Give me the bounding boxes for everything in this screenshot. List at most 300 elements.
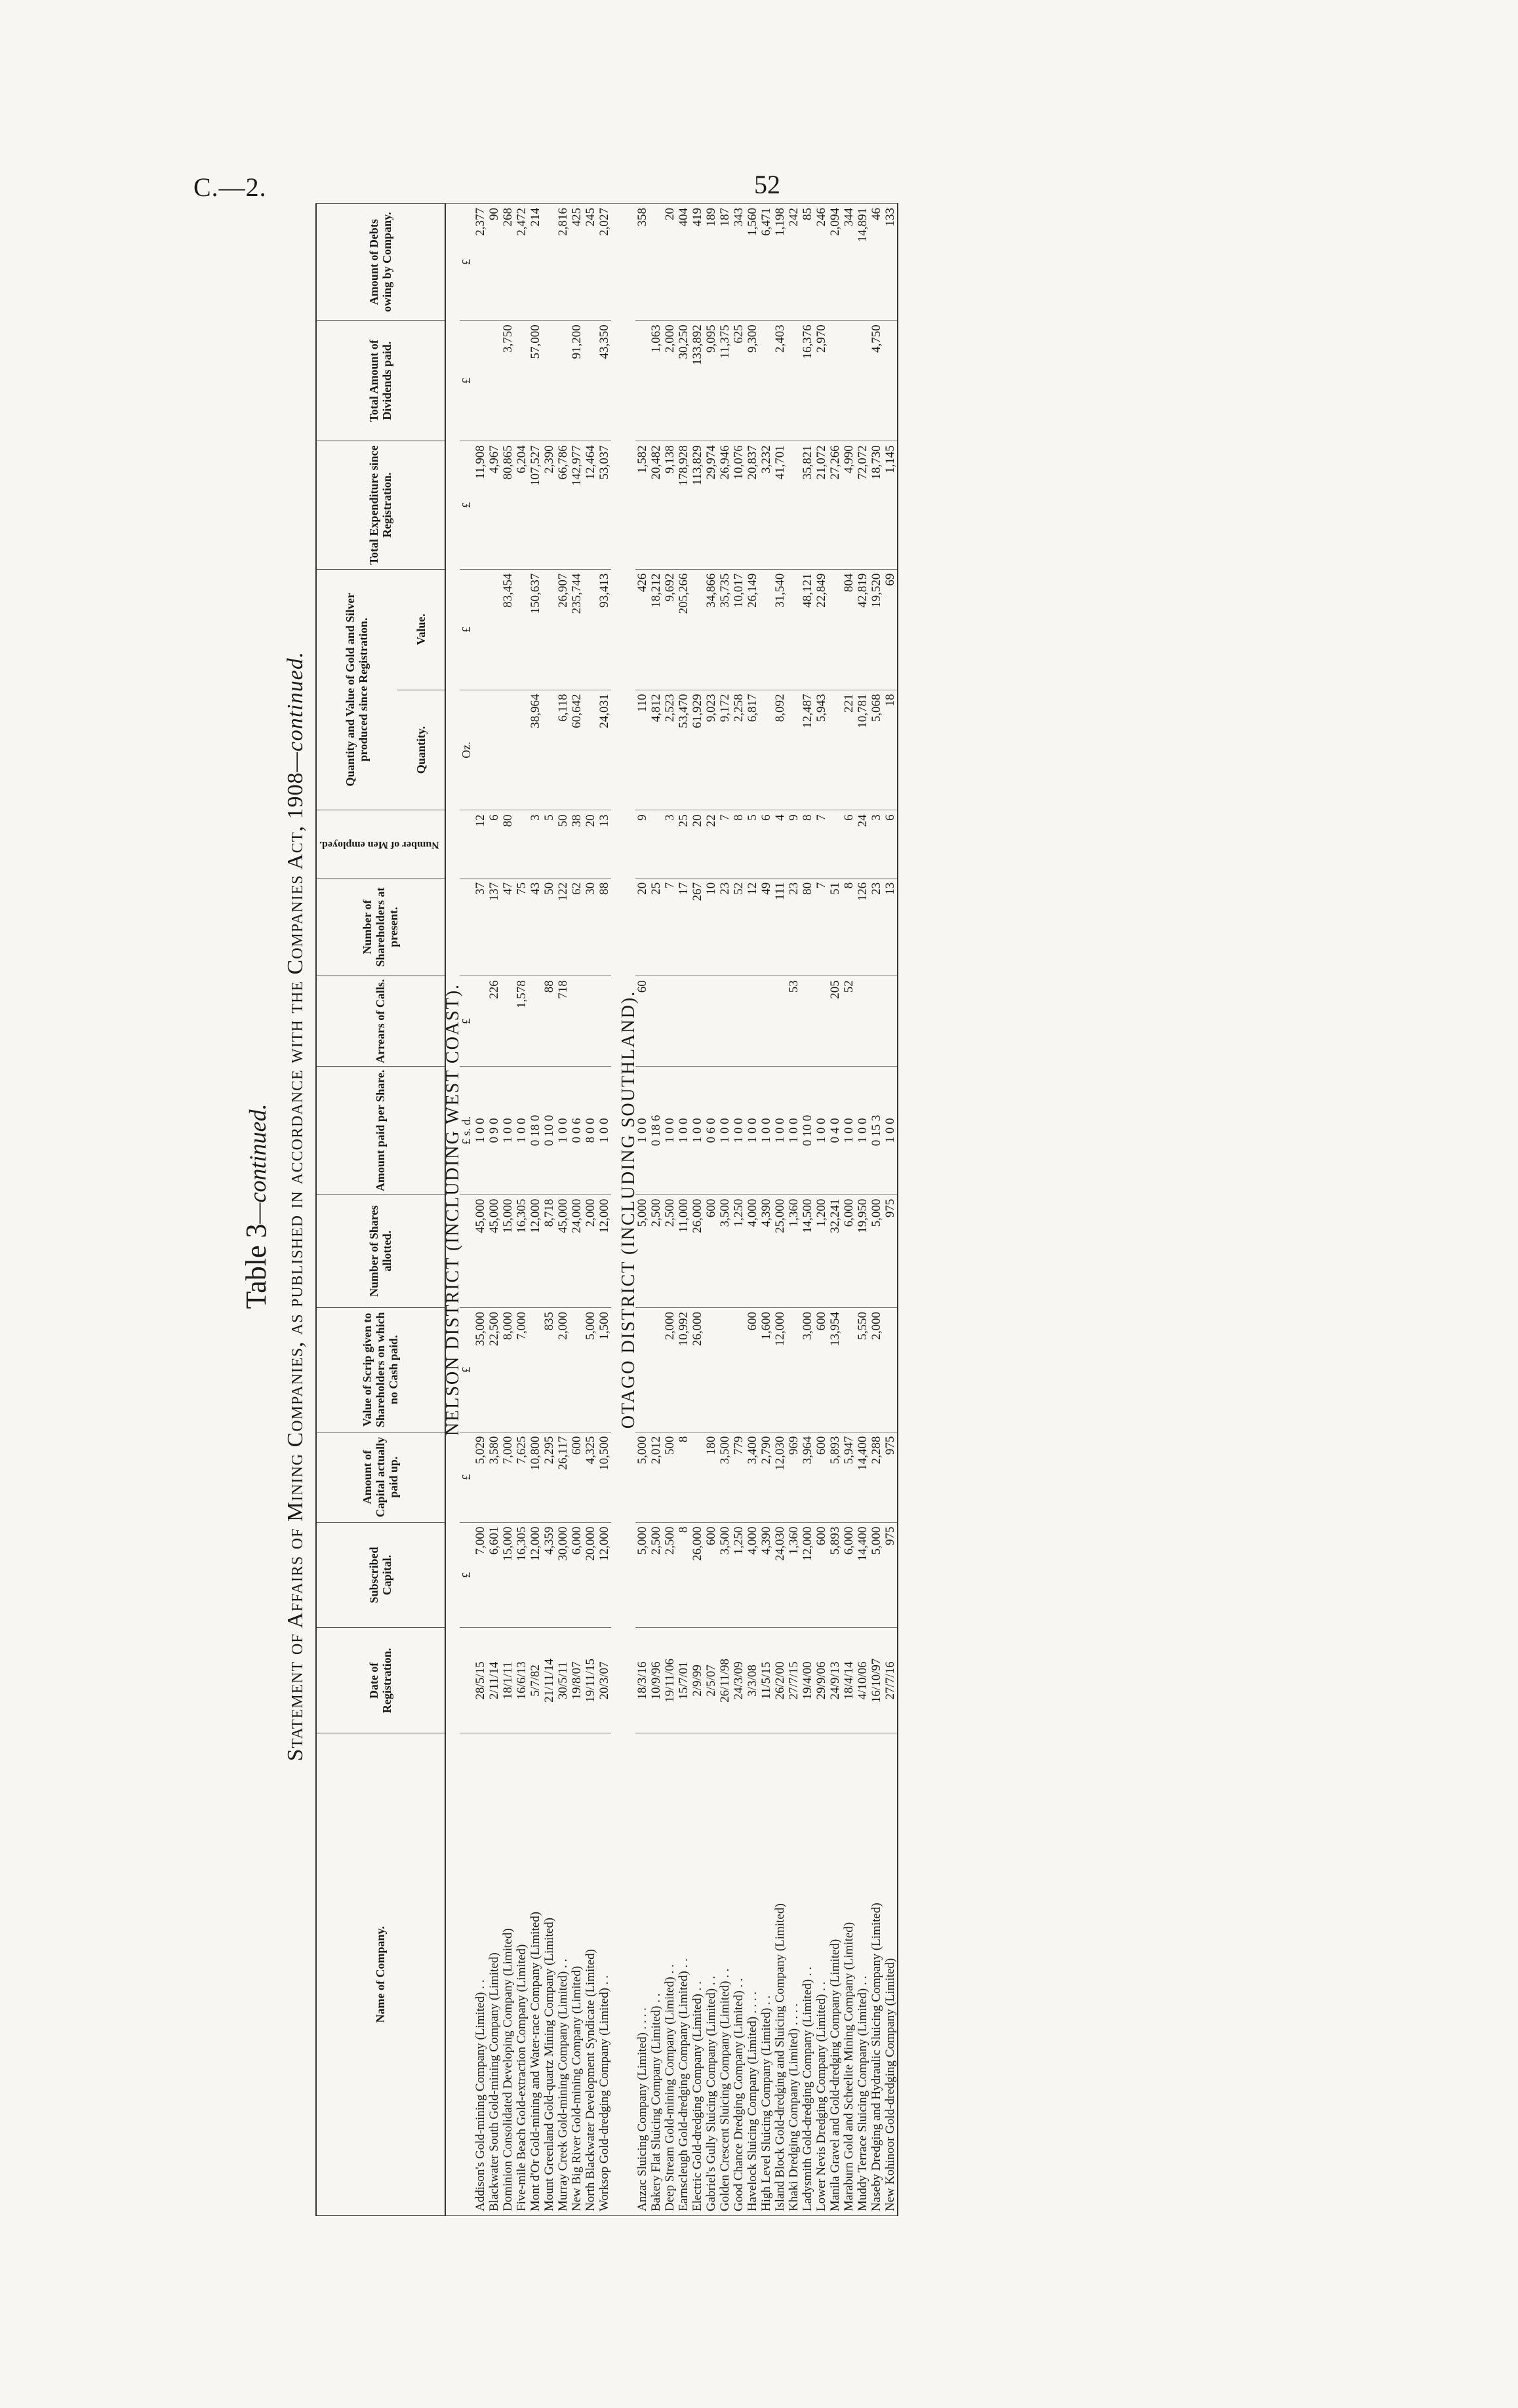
cell-paid-up: 180 — [704, 1432, 718, 1522]
header-date: Date of Registration. — [316, 1628, 445, 1733]
cell-scrip: 600 — [814, 1308, 828, 1432]
cell-per-share: 1 0 0 — [746, 1067, 759, 1194]
cell-scrip: 1,500 — [597, 1308, 611, 1432]
cell-subscribed: 2,500 — [649, 1522, 663, 1628]
cell-per-share: 0 10 0 — [801, 1067, 814, 1194]
cell-shareholders: 25 — [649, 878, 663, 976]
cell-value: 69 — [883, 569, 898, 690]
cell-date: 10/9/96 — [649, 1628, 663, 1733]
cell-debts: 2,472 — [515, 204, 529, 321]
cell-shares: 1,360 — [787, 1194, 801, 1307]
cell-date: 27/7/16 — [883, 1628, 898, 1733]
cell-expenditure: 53,037 — [597, 441, 611, 569]
table-row — [584, 204, 597, 2216]
cell-name: Mount Greenland Gold-quartz Mining Company (Limited) — [542, 1733, 556, 2216]
cell-subscribed: 12,000 — [529, 1522, 542, 1628]
cell-arrears — [773, 976, 787, 1067]
cell-debts — [542, 204, 556, 321]
cell-shares: 2,500 — [663, 1194, 677, 1307]
cell-shareholders: 8 — [842, 878, 856, 976]
cell-dividends: 43,350 — [597, 321, 611, 441]
cell-debts: 1,198 — [773, 204, 787, 321]
cell-expenditure: 26,946 — [718, 441, 732, 569]
cell-men: 12 — [473, 810, 487, 878]
cell-name: New Big River Gold-mining Company (Limited) — [570, 1733, 584, 2216]
cell-paid-up: 3,500 — [718, 1432, 732, 1522]
cell-shares: 975 — [883, 1194, 898, 1307]
unit-quantity: Oz. — [460, 690, 473, 810]
cell-name: Khaki Dredging Company (Limited) . . . . — [787, 1733, 801, 2216]
cell-shareholders: 43 — [529, 878, 542, 976]
table-row — [501, 204, 515, 2216]
cell-scrip: 2,000 — [663, 1308, 677, 1432]
cell-name: Naseby Dredging and Hydraulic Sluicing Company (Limited) — [869, 1733, 883, 2216]
cell-name: Golden Crescent Sluicing Company (Limited) . . — [718, 1733, 732, 2216]
cell-debts: 85 — [801, 204, 814, 321]
cell-value: 83,454 — [501, 569, 515, 690]
cell-scrip: 2,000 — [869, 1308, 883, 1432]
header-debts: Amount of Debts owing by Company. — [316, 204, 445, 321]
cell-scrip — [718, 1308, 732, 1432]
cell-date: 19/4/00 — [801, 1628, 814, 1733]
cell-shares: 600 — [704, 1194, 718, 1307]
cell-name: High Level Sluicing Company (Limited) . . — [759, 1733, 773, 2216]
cell-name: Worksop Gold-dredging Company (Limited) . . — [597, 1733, 611, 2216]
table-row — [842, 204, 856, 2216]
cell-shareholders: 12 — [746, 878, 759, 976]
cell-arrears — [704, 976, 718, 1067]
cell-value: 10,017 — [732, 569, 746, 690]
cell-debts: 2,816 — [556, 204, 570, 321]
cell-value — [828, 569, 842, 690]
cell-shareholders: 17 — [677, 878, 690, 976]
table-label — [239, 197, 276, 2216]
table-row — [597, 204, 611, 2216]
cell-value: 804 — [842, 569, 856, 690]
cell-expenditure: 2,390 — [542, 441, 556, 569]
cell-debts: 133 — [883, 204, 898, 321]
cell-debts: 187 — [718, 204, 732, 321]
header-men — [316, 810, 445, 878]
table-row — [556, 204, 570, 2216]
cell-value — [584, 569, 597, 690]
cell-scrip: 1,600 — [759, 1308, 773, 1432]
companies-table — [315, 203, 898, 2216]
cell-scrip: 26,000 — [690, 1308, 704, 1432]
cell-men: 9 — [635, 810, 649, 878]
cell-quantity: 2,258 — [732, 690, 746, 810]
cell-quantity: 10,781 — [856, 690, 869, 810]
cell-expenditure — [787, 441, 801, 569]
cell-subscribed: 15,000 — [501, 1522, 515, 1628]
cell-value: 19,520 — [869, 569, 883, 690]
cell-subscribed: 16,305 — [515, 1522, 529, 1628]
cell-per-share: 1 0 0 — [759, 1067, 773, 1194]
cell-per-share: 0 6 0 — [704, 1067, 718, 1194]
cell-paid-up: 5,947 — [842, 1432, 856, 1522]
cell-dividends — [759, 321, 773, 441]
cell-date: 5/7/82 — [529, 1628, 542, 1733]
table-row — [677, 204, 690, 2216]
cell-name: Gabriel's Gully Sluicing Company (Limited) . . — [704, 1733, 718, 2216]
cell-scrip: 7,000 — [515, 1308, 529, 1432]
cell-name: Five-mile Beach Gold-extraction Company (Limited) — [515, 1733, 529, 2216]
cell-date: 26/11/98 — [718, 1628, 732, 1733]
cell-per-share: 1 0 0 — [677, 1067, 690, 1194]
cell-quantity — [487, 690, 501, 810]
header-subscribed: Subscribed Capital. — [316, 1522, 445, 1628]
cell-shares: 8,718 — [542, 1194, 556, 1307]
cell-date: 30/5/11 — [556, 1628, 570, 1733]
header-expenditure: Total Expenditure since Registration. — [316, 441, 445, 569]
cell-dividends — [635, 321, 649, 441]
cell-shareholders: 267 — [690, 878, 704, 976]
cell-per-share: 1 0 0 — [635, 1067, 649, 1194]
cell-dividends: 11,375 — [718, 321, 732, 441]
cell-subscribed: 30,000 — [556, 1522, 570, 1628]
region-title-nelson: NELSON DISTRICT (INCLUDING WEST COAST). — [445, 204, 460, 2216]
table-row — [473, 204, 487, 2216]
cell-paid-up: 14,400 — [856, 1432, 869, 1522]
table-row — [828, 204, 842, 2216]
cell-per-share: 0 15 3 — [869, 1067, 883, 1194]
table-row — [732, 204, 746, 2216]
cell-date: 16/6/13 — [515, 1628, 529, 1733]
cell-dividends: 2,000 — [663, 321, 677, 441]
cell-subscribed: 3,500 — [718, 1522, 732, 1628]
cell-date: 24/3/09 — [732, 1628, 746, 1733]
cell-date: 24/9/13 — [828, 1628, 842, 1733]
cell-subscribed: 12,000 — [801, 1522, 814, 1628]
page-code: C.—2. — [193, 172, 267, 202]
cell-date: 2/9/99 — [690, 1628, 704, 1733]
table-row — [690, 204, 704, 2216]
cell-dividends — [515, 321, 529, 441]
cell-debts: 1,560 — [746, 204, 759, 321]
cell-subscribed: 24,030 — [773, 1522, 787, 1628]
cell-dividends: 30,250 — [677, 321, 690, 441]
cell-scrip: 35,000 — [473, 1308, 487, 1432]
table-title-suffix: —continued. — [283, 651, 308, 772]
cell-expenditure: 72,072 — [856, 441, 869, 569]
table-row — [542, 204, 556, 2216]
cell-name: Earnscleugh Gold-dredging Company (Limited) . . — [677, 1733, 690, 2216]
cell-subscribed: 6,000 — [570, 1522, 584, 1628]
cell-expenditure: 18,730 — [869, 441, 883, 569]
region-title-otago: OTAGO DISTRICT (INCLUDING SOUTHLAND). — [622, 204, 635, 2216]
cell-subscribed: 7,000 — [473, 1522, 487, 1628]
cell-dividends — [556, 321, 570, 441]
cell-quantity — [515, 690, 529, 810]
cell-quantity — [542, 690, 556, 810]
cell-men: 38 — [570, 810, 584, 878]
cell-paid-up: 10,800 — [529, 1432, 542, 1522]
cell-men: 20 — [690, 810, 704, 878]
table-row — [773, 204, 787, 2216]
cell-shares: 19,950 — [856, 1194, 869, 1307]
cell-expenditure: 1,582 — [635, 441, 649, 569]
cell-paid-up: 7,000 — [501, 1432, 515, 1522]
cell-value: 22,849 — [814, 569, 828, 690]
header-dividends: Total Amount of Dividends paid. — [316, 321, 445, 441]
cell-per-share: 8 0 0 — [584, 1067, 597, 1194]
cell-paid-up: 2,295 — [542, 1432, 556, 1522]
cell-men — [649, 810, 663, 878]
cell-paid-up: 5,000 — [635, 1432, 649, 1522]
cell-subscribed: 4,000 — [746, 1522, 759, 1628]
cell-shares: 12,000 — [597, 1194, 611, 1307]
cell-shareholders: 137 — [487, 878, 501, 976]
header-gold-group: Quantity and Value of Gold and Silver produced since Registration. — [316, 569, 397, 810]
cell-date: 19/11/06 — [663, 1628, 677, 1733]
cell-men: 80 — [501, 810, 515, 878]
cell-quantity: 221 — [842, 690, 856, 810]
cell-value: 35,735 — [718, 569, 732, 690]
cell-paid-up: 4,325 — [584, 1432, 597, 1522]
cell-shares: 14,500 — [801, 1194, 814, 1307]
cell-name: New Kohinoor Gold-dredging Company (Limited) — [883, 1733, 898, 2216]
cell-quantity: 5,068 — [869, 690, 883, 810]
cell-expenditure: 142,977 — [570, 441, 584, 569]
cell-paid-up: 5,893 — [828, 1432, 842, 1522]
cell-shares: 2,500 — [649, 1194, 663, 1307]
cell-per-share: 1 0 0 — [842, 1067, 856, 1194]
cell-debts: 214 — [529, 204, 542, 321]
cell-debts: 245 — [584, 204, 597, 321]
cell-shareholders: 88 — [597, 878, 611, 976]
cell-per-share: 0 4 0 — [828, 1067, 842, 1194]
cell-arrears — [663, 976, 677, 1067]
cell-dividends: 2,403 — [773, 321, 787, 441]
cell-shareholders: 30 — [584, 878, 597, 976]
table-row — [883, 204, 898, 2216]
cell-arrears — [814, 976, 828, 1067]
cell-shares: 1,250 — [732, 1194, 746, 1307]
cell-name: Murray Creek Gold-mining Company (Limited) . . — [556, 1733, 570, 2216]
header-per-share: Amount paid per Share. — [316, 1067, 445, 1194]
cell-per-share: 1 0 0 — [556, 1067, 570, 1194]
unit-paid-up: £ — [460, 1432, 473, 1522]
cell-shareholders: 23 — [787, 878, 801, 976]
cell-men: 50 — [556, 810, 570, 878]
cell-value — [473, 569, 487, 690]
cell-per-share: 0 10 0 — [542, 1067, 556, 1194]
cell-per-share: 1 0 0 — [597, 1067, 611, 1194]
cell-shareholders: 23 — [869, 878, 883, 976]
cell-men: 13 — [597, 810, 611, 878]
cell-subscribed: 1,250 — [732, 1522, 746, 1628]
cell-subscribed: 6,601 — [487, 1522, 501, 1628]
page-number: 52 — [754, 170, 780, 199]
cell-date: 4/10/06 — [856, 1628, 869, 1733]
table-row — [570, 204, 584, 2216]
cell-subscribed: 5,000 — [869, 1522, 883, 1628]
cell-debts: 242 — [787, 204, 801, 321]
cell-men: 6 — [487, 810, 501, 878]
cell-dividends: 625 — [732, 321, 746, 441]
cell-scrip: 3,000 — [801, 1308, 814, 1432]
cell-arrears — [570, 976, 584, 1067]
cell-men: 3 — [529, 810, 542, 878]
cell-per-share: 1 0 0 — [773, 1067, 787, 1194]
cell-arrears — [801, 976, 814, 1067]
cell-scrip — [649, 1308, 663, 1432]
cell-value: 42,819 — [856, 569, 869, 690]
cell-dividends — [842, 321, 856, 441]
cell-dividends: 1,063 — [649, 321, 663, 441]
cell-expenditure: 4,990 — [842, 441, 856, 569]
cell-name: Addison's Gold-mining Company (Limited) . . — [473, 1733, 487, 2216]
cell-shares: 12,000 — [529, 1194, 542, 1307]
cell-quantity: 60,642 — [570, 690, 584, 810]
cell-shareholders: 122 — [556, 878, 570, 976]
cell-scrip — [787, 1308, 801, 1432]
table-row — [869, 204, 883, 2216]
cell-name: Maraburn Gold and Scheelite Mining Company (Limited) — [842, 1733, 856, 2216]
cell-arrears: 1,578 — [515, 976, 529, 1067]
cell-shareholders: 7 — [814, 878, 828, 976]
cell-arrears: 53 — [787, 976, 801, 1067]
cell-arrears — [718, 976, 732, 1067]
cell-name: Mont d'Or Gold-mining and Water-race Company (Limited) — [529, 1733, 542, 2216]
cell-debts — [649, 204, 663, 321]
cell-subscribed: 975 — [883, 1522, 898, 1628]
cell-expenditure: 80,865 — [501, 441, 515, 569]
cell-expenditure: 1,145 — [883, 441, 898, 569]
cell-debts: 90 — [487, 204, 501, 321]
cell-men: 3 — [663, 810, 677, 878]
cell-value — [487, 569, 501, 690]
table-row — [814, 204, 828, 2216]
cell-arrears: 226 — [487, 976, 501, 1067]
cell-shareholders: 80 — [801, 878, 814, 976]
cell-men: 6 — [842, 810, 856, 878]
cell-date: 3/3/08 — [746, 1628, 759, 1733]
cell-value: 26,907 — [556, 569, 570, 690]
unit-subscribed: £ — [460, 1522, 473, 1628]
cell-value — [690, 569, 704, 690]
cell-paid-up: 3,964 — [801, 1432, 814, 1522]
cell-value: 26,149 — [746, 569, 759, 690]
cell-expenditure: 27,266 — [828, 441, 842, 569]
cell-expenditure: 20,482 — [649, 441, 663, 569]
cell-value: 93,413 — [597, 569, 611, 690]
cell-value: 18,212 — [649, 569, 663, 690]
cell-shareholders: 126 — [856, 878, 869, 976]
cell-debts: 358 — [635, 204, 649, 321]
cell-scrip: 5,550 — [856, 1308, 869, 1432]
cell-arrears — [759, 976, 773, 1067]
cell-shareholders: 52 — [732, 878, 746, 976]
cell-subscribed: 20,000 — [584, 1522, 597, 1628]
cell-paid-up: 12,030 — [773, 1432, 787, 1522]
cell-date: 15/7/01 — [677, 1628, 690, 1733]
cell-arrears — [869, 976, 883, 1067]
cell-expenditure: 113,829 — [690, 441, 704, 569]
cell-debts: 6,471 — [759, 204, 773, 321]
cell-expenditure: 178,928 — [677, 441, 690, 569]
cell-scrip: 22,500 — [487, 1308, 501, 1432]
cell-quantity — [473, 690, 487, 810]
cell-debts: 246 — [814, 204, 828, 321]
cell-men: 8 — [801, 810, 814, 878]
cell-scrip — [704, 1308, 718, 1432]
table-body — [442, 204, 898, 2216]
cell-subscribed: 12,000 — [597, 1522, 611, 1628]
cell-shares: 5,000 — [635, 1194, 649, 1307]
header-shareholders: Number of Shareholders at present. — [316, 878, 445, 976]
cell-date: 26/2/00 — [773, 1628, 787, 1733]
table-row — [718, 204, 732, 2216]
header-paid-up: Amount of Capital actually paid up. — [316, 1432, 445, 1522]
table-row — [487, 204, 501, 2216]
cell-quantity — [787, 690, 801, 810]
cell-shareholders: 20 — [635, 878, 649, 976]
cell-per-share: 1 0 0 — [732, 1067, 746, 1194]
cell-men: 7 — [814, 810, 828, 878]
cell-men — [515, 810, 529, 878]
cell-arrears — [856, 976, 869, 1067]
cell-name: Ladysmith Gold-dredging Company (Limited) . . — [801, 1733, 814, 2216]
cell-date: 29/9/06 — [814, 1628, 828, 1733]
cell-name: Muddy Terrace Sluicing Company (Limited) . . — [856, 1733, 869, 2216]
cell-name: Deep Stream Gold-mining Company (Limited) . . — [663, 1733, 677, 2216]
cell-dividends — [883, 321, 898, 441]
cell-name: Dominion Consolidated Developing Company (Limited) — [501, 1733, 515, 2216]
cell-scrip: 8,000 — [501, 1308, 515, 1432]
table-title — [276, 197, 315, 2216]
cell-quantity — [828, 690, 842, 810]
cell-expenditure: 29,974 — [704, 441, 718, 569]
cell-per-share: 0 18 0 — [529, 1067, 542, 1194]
cell-paid-up: 8 — [677, 1432, 690, 1522]
cell-shareholders: 7 — [663, 878, 677, 976]
cell-paid-up: 3,580 — [487, 1432, 501, 1522]
cell-name: Manila Gravel and Gold-dredging Company (Limited) — [828, 1733, 842, 2216]
cell-debts: 343 — [732, 204, 746, 321]
cell-name: North Blackwater Development Syndicate (Limited) — [584, 1733, 597, 2216]
cell-expenditure: 10,076 — [732, 441, 746, 569]
cell-subscribed: 8 — [677, 1522, 690, 1628]
cell-subscribed: 4,359 — [542, 1522, 556, 1628]
cell-men: 5 — [746, 810, 759, 878]
cell-subscribed: 5,000 — [635, 1522, 649, 1628]
cell-value: 48,121 — [801, 569, 814, 690]
cell-debts: 404 — [677, 204, 690, 321]
cell-expenditure: 21,072 — [814, 441, 828, 569]
cell-quantity: 18 — [883, 690, 898, 810]
cell-quantity: 38,964 — [529, 690, 542, 810]
cell-arrears — [501, 976, 515, 1067]
cell-arrears — [883, 976, 898, 1067]
cell-shares: 15,000 — [501, 1194, 515, 1307]
cell-quantity: 9,023 — [704, 690, 718, 810]
cell-per-share: 1 0 0 — [473, 1067, 487, 1194]
table-row — [759, 204, 773, 2216]
cell-shares: 1,200 — [814, 1194, 828, 1307]
unit-scrip: £ — [460, 1308, 473, 1432]
cell-subscribed: 1,360 — [787, 1522, 801, 1628]
cell-per-share: 1 0 0 — [501, 1067, 515, 1194]
cell-paid-up: 975 — [883, 1432, 898, 1522]
cell-debts: 189 — [704, 204, 718, 321]
cell-quantity: 6,118 — [556, 690, 570, 810]
cell-men: 6 — [883, 810, 898, 878]
cell-shareholders: 37 — [473, 878, 487, 976]
cell-debts: 20 — [663, 204, 677, 321]
cell-name: Good Chance Dredging Company (Limited) . . — [732, 1733, 746, 2216]
cell-debts: 46 — [869, 204, 883, 321]
